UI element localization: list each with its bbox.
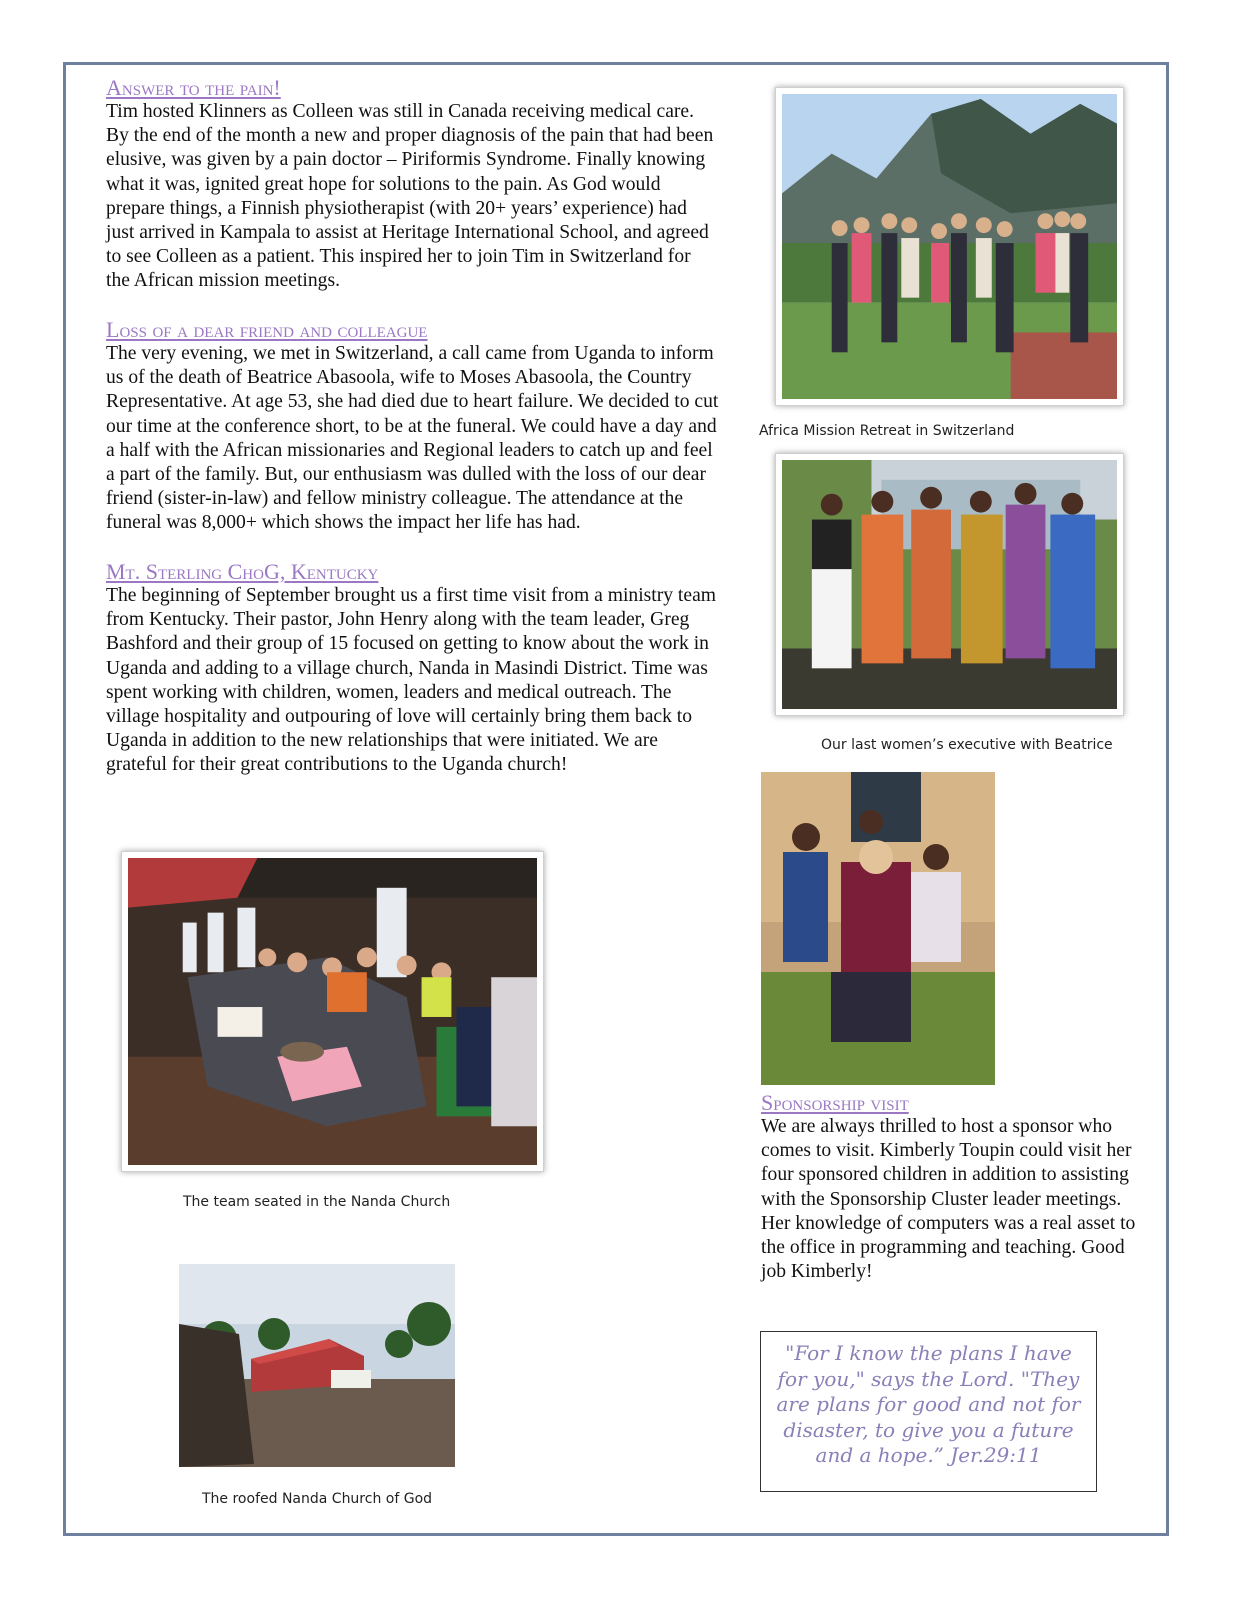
paragraph-mt-sterling: The beginning of September brought us a first time visit from a ministry team from Kentucky. Their pastor, John Henry along with the team leader, Greg Bashford and their group of 15 focused on getting to know about the work in Uganda and adding to a village church, Nanda in Masindi District. Time was spent working with children, women, leaders and medical outreach. The village hospitality and outpouring of love will certainly bring them back to Uganda in addition to the new relationships that were initiated. We are grateful for their great contributions to the Uganda church! [106,585,717,776]
heading-sponsorship-visit: Sponsorship visit [761,1090,909,1115]
caption-mission-retreat: Africa Mission Retreat in Switzerland [759,423,1015,439]
paragraph-sponsorship-visit: We are always thrilled to host a sponsor who comes to visit. Kimberly Toupin could visit her four sponsored children in addition to assisting with the Sponsorship Cluster leader meetings. Her knowledge of computers was a real asset to the office in programming and teaching. Good job Kimberly! [761,1116,1136,1283]
photo-mission-retreat [775,87,1124,406]
image-roofed-nanda-church [179,1264,455,1467]
image-womens-executive-group [782,460,1117,709]
heading-answer-to-the-pain: Answer to the pain! [106,75,281,100]
caption-roofed-church: The roofed Nanda Church of God [202,1491,433,1507]
photo-sponsorship-visit [761,772,995,1085]
paragraph-loss-of-friend: The very evening, we met in Switzerland, a call came from Uganda to inform us of the death of Beatrice Abasoola, wife to Moses Abasoola, the Country Representative. At age 53, she had died due to heart failure. We decided to cut our time at the conference short, to be at the funeral. We could have a day and a half with the African missionaries and Regional leaders to catch up and feel a part of the family. But, our enthusiasm was dulled with the loss of our dear friend (sister-in-law) and fellow ministry colleague. The attendance at the funeral was 8,000+ which shows the impact her life has had. [106,343,719,534]
caption-womens-executive: Our last women’s executive with Beatrice [821,737,1113,753]
photo-womens-executive [775,453,1124,716]
caption-team-seated: The team seated in the Nanda Church [183,1194,451,1210]
scripture-quote-box [760,1331,1097,1492]
photo-team-seated [121,851,544,1172]
heading-loss-of-friend: Loss of a dear friend and colleague [106,317,428,342]
photo-roofed-church [179,1264,455,1467]
paragraph-answer-to-the-pain: Tim hosted Klinners as Colleen was still in Canada receiving medical care. By the end of the month a new and proper diagnosis of the pain that had been elusive, was given by a pain doctor – Piriformis Syndrome. Finally knowing what it was, ignited great hope for solutions to the pain. As God would prepare things, a Finnish physiotherapist (with 20+ years’ experience) had just arrived in Kampala to assist at Heritage International School, and agreed to see Colleen as a patient. This inspired her to join Tim in Switzerland for the African mission meetings. [106,101,714,292]
scripture-quote-text: "For I know the plans I have for you," says the Lord. "They are plans for good and not for disaster, to give you a future and a hope.” Jer.29:11 [776,1341,1081,1467]
image-mission-retreat-group [782,94,1117,399]
image-team-seated-in-church [128,858,537,1165]
image-sponsor-with-children [761,772,995,1085]
heading-mt-sterling: Mt. Sterling ChoG, Kentucky [106,559,379,584]
